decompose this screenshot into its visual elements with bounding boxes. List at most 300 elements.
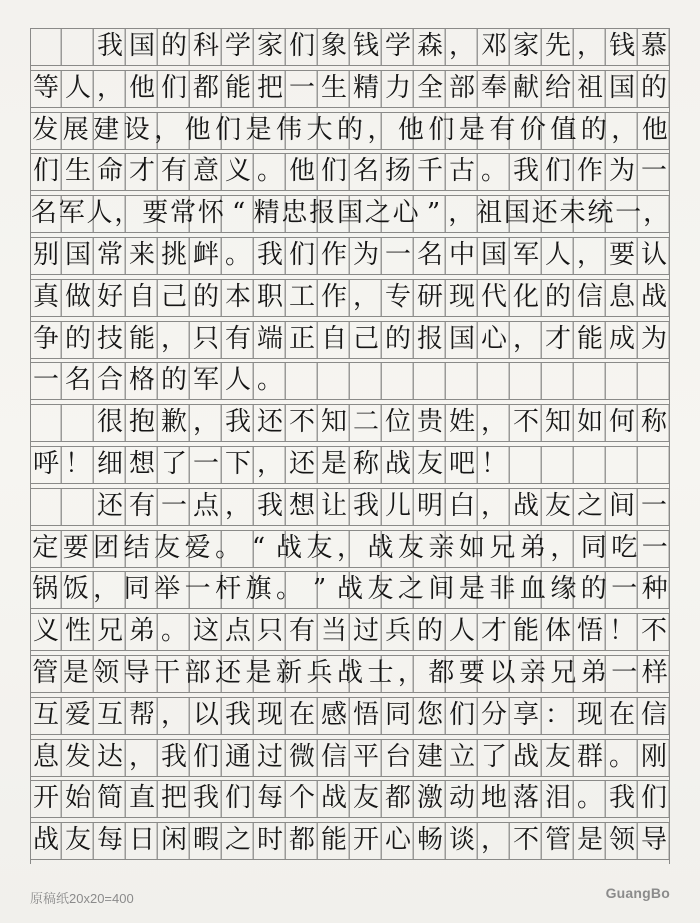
manuscript-character: 才 <box>128 156 155 187</box>
manuscript-character: 的 <box>416 616 443 647</box>
manuscript-character: 新 <box>276 658 303 688</box>
manuscript-line <box>30 195 670 233</box>
manuscript-character: 不 <box>288 407 315 438</box>
manuscript-character: 简 <box>96 783 123 814</box>
manuscript-character: 职 <box>256 281 283 312</box>
manuscript-character: 好 <box>96 281 123 312</box>
manuscript-character: 闲 <box>160 825 187 856</box>
manuscript-character: 战 <box>32 825 59 856</box>
manuscript-line <box>30 70 670 108</box>
manuscript-character: 知 <box>320 407 347 438</box>
manuscript-character: 成 <box>608 323 635 354</box>
manuscript-character: 点 <box>224 616 251 647</box>
manuscript-character: 等 <box>32 72 59 103</box>
manuscript-character: ， <box>160 699 187 730</box>
manuscript-character: 森 <box>416 31 443 61</box>
manuscript-character: 们 <box>215 114 242 145</box>
manuscript-character: 都 <box>192 72 219 103</box>
manuscript-character: 值 <box>550 114 577 145</box>
manuscript-character: 一 <box>288 72 315 103</box>
manuscript-character: 细 <box>96 449 123 479</box>
manuscript-character: 一 <box>611 658 638 688</box>
manuscript-line <box>30 404 670 442</box>
manuscript-character: 杆 <box>215 574 242 605</box>
manuscript-character: 刚 <box>640 741 667 772</box>
manuscript-character: 您 <box>416 699 443 730</box>
manuscript-character: 白 <box>448 490 475 521</box>
manuscript-character: 非 <box>489 574 516 605</box>
manuscript-character: 是 <box>245 658 272 688</box>
manuscript-character: 中 <box>448 240 475 270</box>
manuscript-character: 战 <box>320 783 347 814</box>
manuscript-character: 如 <box>458 532 485 563</box>
manuscript-character: 科 <box>192 31 219 61</box>
manuscript-character: 干 <box>154 658 181 688</box>
manuscript-character: 悟 <box>352 699 379 730</box>
manuscript-character: 争 <box>32 323 59 354</box>
manuscript-character: 结 <box>123 532 150 563</box>
manuscript-character: 本 <box>224 281 251 312</box>
manuscript-character: 饭 <box>62 574 89 605</box>
manuscript-character: 战 <box>512 490 539 521</box>
manuscript-character: 想 <box>128 449 155 479</box>
manuscript-character: 了 <box>480 741 507 772</box>
manuscript-character: 军 <box>512 240 539 270</box>
manuscript-character: 管 <box>544 825 571 856</box>
manuscript-character: 精 <box>253 198 280 229</box>
manuscript-character: 邓 <box>480 31 507 61</box>
manuscript-character <box>62 29 94 64</box>
manuscript-character: 的 <box>544 281 571 312</box>
manuscript-character: 战 <box>384 449 411 479</box>
manuscript-character: 感 <box>320 699 347 730</box>
manuscript-character: 种 <box>641 574 668 605</box>
manuscript-character: 是 <box>458 114 485 145</box>
manuscript-character: 为 <box>640 323 667 354</box>
manuscript-character: 己 <box>160 281 187 312</box>
manuscript-character: 以 <box>489 658 516 688</box>
manuscript-character: 谈 <box>448 825 475 856</box>
manuscript-character: 要 <box>608 240 635 270</box>
manuscript-character: 祖 <box>476 198 503 229</box>
manuscript-character: 他 <box>288 156 315 187</box>
manuscript-character: 战 <box>640 281 667 312</box>
manuscript-character: 这 <box>192 616 219 647</box>
manuscript-character: 学 <box>384 31 411 61</box>
manuscript-character: 现 <box>576 699 603 730</box>
manuscript-character: 激 <box>416 783 443 814</box>
manuscript-character: 们 <box>192 741 219 772</box>
manuscript-character: 正 <box>288 323 315 354</box>
manuscript-character: 象 <box>320 31 347 61</box>
manuscript-character: 二 <box>352 407 379 438</box>
manuscript-character: ， <box>448 198 475 229</box>
manuscript-character: 同 <box>580 532 607 563</box>
manuscript-character: 一 <box>160 490 187 521</box>
manuscript-character: 国 <box>503 198 530 229</box>
manuscript-character: 友 <box>367 574 394 605</box>
manuscript-character: 姓 <box>448 407 475 438</box>
manuscript-character: 钱 <box>352 31 379 61</box>
manuscript-character <box>62 489 94 524</box>
manuscript-character: 未 <box>559 198 586 229</box>
brand-logo: GuangBo <box>605 885 670 901</box>
manuscript-character: 地 <box>480 783 507 814</box>
manuscript-character: 不 <box>512 407 539 438</box>
manuscript-character: 人 <box>224 365 251 396</box>
manuscript-character: 始 <box>64 783 91 814</box>
manuscript-character: 力 <box>384 72 411 103</box>
manuscript-character: 研 <box>416 281 443 312</box>
manuscript-character: 动 <box>448 783 475 814</box>
manuscript-character: 还 <box>531 198 558 229</box>
manuscript-character: 义 <box>224 156 251 187</box>
manuscript-character: 举 <box>154 574 181 605</box>
manuscript-character: 息 <box>608 281 635 312</box>
manuscript-character: 在 <box>608 699 635 730</box>
manuscript-character: 信 <box>640 699 667 730</box>
manuscript-character: 定 <box>32 532 59 563</box>
manuscript-character: 一 <box>640 156 667 187</box>
manuscript-character: 认 <box>640 240 667 270</box>
manuscript-character: 一 <box>192 449 219 479</box>
manuscript-character: ” <box>312 574 327 605</box>
manuscript-character: 的 <box>580 574 607 605</box>
manuscript-character: 兄 <box>550 658 577 688</box>
manuscript-character: 价 <box>519 114 546 145</box>
manuscript-character: 畅 <box>416 825 443 856</box>
manuscript-character: 称 <box>640 407 667 438</box>
manuscript-character: 不 <box>640 616 667 647</box>
manuscript-line <box>30 237 670 275</box>
manuscript-character: 国 <box>480 240 507 270</box>
manuscript-character: 名 <box>30 198 57 229</box>
manuscript-character: ， <box>643 198 670 229</box>
manuscript-character: 旗 <box>245 574 272 605</box>
manuscript-character: 有 <box>160 156 187 187</box>
manuscript-character: 才 <box>544 323 571 354</box>
manuscript-character: 我 <box>256 490 283 521</box>
manuscript-character: 样 <box>641 658 668 688</box>
manuscript-character: 扬 <box>384 156 411 187</box>
manuscript-character: 爱 <box>184 532 211 563</box>
manuscript-character: 。 <box>276 574 303 605</box>
manuscript-character: 息 <box>32 741 59 772</box>
manuscript-character: 间 <box>608 490 635 521</box>
manuscript-character: 常 <box>170 198 197 229</box>
manuscript-character: 达 <box>96 741 123 772</box>
manuscript-character: 忠 <box>281 198 308 229</box>
manuscript-character: 人 <box>448 616 475 647</box>
manuscript-character <box>62 405 94 440</box>
manuscript-character: 来 <box>128 240 155 270</box>
manuscript-character: ， <box>480 490 507 521</box>
manuscript-line <box>30 697 670 735</box>
manuscript-character: 战 <box>276 532 303 563</box>
manuscript-character: 祖 <box>576 72 603 103</box>
paper-spec-label: 原稿纸20x20=400 <box>30 891 134 906</box>
manuscript-character: ， <box>93 574 120 605</box>
manuscript-character: 之 <box>224 825 251 856</box>
manuscript-character: 一 <box>32 365 59 396</box>
manuscript-character: 我 <box>192 783 219 814</box>
manuscript-character: 吃 <box>611 532 638 563</box>
manuscript-character: 一 <box>641 532 668 563</box>
manuscript-character: 友 <box>306 532 333 563</box>
manuscript-character: ， <box>192 407 219 438</box>
manuscript-character: ， <box>256 449 283 479</box>
manuscript-character: 友 <box>352 783 379 814</box>
manuscript-character: 作 <box>320 240 347 270</box>
manuscript-character: 过 <box>352 616 379 647</box>
manuscript-character: 群 <box>576 741 603 772</box>
manuscript-character: 。 <box>576 783 603 814</box>
manuscript-character: 我 <box>224 407 251 438</box>
manuscript-character: 格 <box>128 365 155 396</box>
manuscript-line <box>30 446 670 484</box>
manuscript-character: 贵 <box>416 407 443 438</box>
manuscript-character: 悟 <box>576 616 603 647</box>
manuscript-character: 工 <box>288 281 315 312</box>
manuscript-character: 通 <box>224 741 251 772</box>
manuscript-character: 做 <box>64 281 91 312</box>
manuscript-character: 命 <box>96 156 123 187</box>
manuscript-character: 衅 <box>192 240 219 270</box>
manuscript-character: 如 <box>576 407 603 438</box>
manuscript-character: ！ <box>608 616 635 647</box>
manuscript-character: 锅 <box>32 574 59 605</box>
manuscript-character: 名 <box>352 156 379 187</box>
manuscript-character: 知 <box>544 407 571 438</box>
manuscript-character: 弟 <box>519 532 546 563</box>
manuscript-character: ， <box>480 407 507 438</box>
manuscript-character: 的 <box>640 72 667 103</box>
manuscript-character: 团 <box>93 532 120 563</box>
manuscript-character: 一 <box>640 490 667 521</box>
manuscript-character: 有 <box>489 114 516 145</box>
manuscript-line <box>30 321 670 359</box>
manuscript-character: 们 <box>544 156 571 187</box>
manuscript-character: 只 <box>256 616 283 647</box>
manuscript-grid <box>30 28 670 864</box>
manuscript-character: 先 <box>544 31 571 61</box>
manuscript-character: 体 <box>544 616 571 647</box>
manuscript-character: 明 <box>416 490 443 521</box>
manuscript-character: 端 <box>256 323 283 354</box>
manuscript-character: 国 <box>128 31 155 61</box>
manuscript-character: 了 <box>160 449 187 479</box>
manuscript-character: 名 <box>64 365 91 396</box>
manuscript-character: 国 <box>64 240 91 270</box>
manuscript-character: 领 <box>608 825 635 856</box>
manuscript-line <box>30 571 670 609</box>
manuscript-character: 家 <box>256 31 283 61</box>
manuscript-line <box>30 655 670 693</box>
manuscript-character: 一 <box>184 574 211 605</box>
manuscript-character: 。 <box>224 240 251 270</box>
manuscript-character: 我 <box>96 31 123 61</box>
manuscript-character: ” <box>426 198 441 229</box>
manuscript-character: 以 <box>192 699 219 730</box>
manuscript-character: 才 <box>480 616 507 647</box>
manuscript-line <box>30 613 670 651</box>
manuscript-character: ， <box>480 825 507 856</box>
manuscript-character: 亲 <box>428 532 455 563</box>
manuscript-character: 抱 <box>128 407 155 438</box>
manuscript-character: 部 <box>184 658 211 688</box>
manuscript-character: 落 <box>512 783 539 814</box>
manuscript-character: 作 <box>576 156 603 187</box>
manuscript-character: 家 <box>512 31 539 61</box>
manuscript-character: ， <box>367 114 394 145</box>
manuscript-character: 还 <box>288 449 315 479</box>
manuscript-character: 人 <box>544 240 571 270</box>
manuscript-character: 能 <box>512 616 539 647</box>
manuscript-character: 学 <box>224 31 251 61</box>
manuscript-character: 。 <box>215 532 242 563</box>
manuscript-character: 怀 <box>197 198 224 229</box>
manuscript-character: 一 <box>384 240 411 270</box>
manuscript-character: 过 <box>256 741 283 772</box>
manuscript-character: 们 <box>32 156 59 187</box>
manuscript-character <box>30 405 62 440</box>
manuscript-character: 建 <box>416 741 443 772</box>
manuscript-character: 化 <box>512 281 539 312</box>
manuscript-line <box>30 780 670 818</box>
manuscript-character: 要 <box>62 532 89 563</box>
manuscript-character: 友 <box>64 825 91 856</box>
manuscript-character: 我 <box>160 741 187 772</box>
manuscript-character: 弟 <box>128 616 155 647</box>
manuscript-character: 同 <box>384 699 411 730</box>
manuscript-character: 人 <box>86 198 113 229</box>
manuscript-character: 血 <box>519 574 546 605</box>
manuscript-character: 一 <box>615 198 642 229</box>
manuscript-character: 报 <box>309 198 336 229</box>
manuscript-character: 心 <box>384 825 411 856</box>
manuscript-character: “ <box>251 532 266 563</box>
manuscript-character: 给 <box>544 72 571 103</box>
manuscript-character: 信 <box>320 741 347 772</box>
manuscript-character: 能 <box>576 323 603 354</box>
manuscript-character: 每 <box>256 783 283 814</box>
manuscript-line <box>30 279 670 317</box>
manuscript-character: 兄 <box>96 616 123 647</box>
manuscript-character: 是 <box>458 574 485 605</box>
manuscript-line <box>30 362 670 400</box>
manuscript-character: 报 <box>416 323 443 354</box>
manuscript-character: 把 <box>256 72 283 103</box>
manuscript-character: 当 <box>320 616 347 647</box>
manuscript-character: ！ <box>480 449 507 479</box>
manuscript-character: 微 <box>288 741 315 772</box>
manuscript-character: 名 <box>416 240 443 270</box>
manuscript-character: 都 <box>288 825 315 856</box>
manuscript-character: 国 <box>448 323 475 354</box>
manuscript-character: 之 <box>364 198 391 229</box>
manuscript-character: 要 <box>458 658 485 688</box>
manuscript-character: ， <box>154 114 181 145</box>
manuscript-character: 义 <box>32 616 59 647</box>
manuscript-character: 人 <box>64 72 91 103</box>
manuscript-character: 心 <box>480 323 507 354</box>
manuscript-character: 我 <box>512 156 539 187</box>
manuscript-character: 是 <box>62 658 89 688</box>
manuscript-character: 。 <box>160 616 187 647</box>
manuscript-character: 点 <box>192 490 219 521</box>
manuscript-character: 下 <box>224 449 251 479</box>
manuscript-character: 很 <box>96 407 123 438</box>
manuscript-character: 性 <box>64 616 91 647</box>
manuscript-character: 享 <box>512 699 539 730</box>
manuscript-character: 献 <box>512 72 539 103</box>
manuscript-character: 友 <box>397 532 424 563</box>
manuscript-character: 平 <box>352 741 379 772</box>
manuscript-character: 他 <box>641 114 668 145</box>
manuscript-character: 导 <box>123 658 150 688</box>
manuscript-character: 让 <box>320 490 347 521</box>
manuscript-character: 为 <box>352 240 379 270</box>
manuscript-character: 全 <box>416 72 443 103</box>
manuscript-character: 们 <box>288 240 315 270</box>
manuscript-line <box>30 153 670 191</box>
manuscript-character: 友 <box>544 741 571 772</box>
manuscript-character: 都 <box>428 658 455 688</box>
manuscript-character: 们 <box>640 783 667 814</box>
manuscript-character: 精 <box>352 72 379 103</box>
manuscript-character: ， <box>611 114 638 145</box>
manuscript-character: 还 <box>256 407 283 438</box>
manuscript-character: 奉 <box>480 72 507 103</box>
manuscript-character: 泪 <box>544 783 571 814</box>
manuscript-line <box>30 530 670 568</box>
manuscript-character: 是 <box>576 825 603 856</box>
manuscript-character: 古 <box>448 156 475 187</box>
manuscript-character: 的 <box>160 31 187 61</box>
manuscript-character: 国 <box>336 198 363 229</box>
manuscript-character: 己 <box>352 323 379 354</box>
manuscript-character: 挑 <box>160 240 187 270</box>
manuscript-character: ， <box>550 532 577 563</box>
manuscript-character: 每 <box>96 825 123 856</box>
manuscript-character: 心 <box>392 198 419 229</box>
manuscript-character: 我 <box>352 490 379 521</box>
manuscript-character: ， <box>160 323 187 354</box>
manuscript-character: 立 <box>448 741 475 772</box>
manuscript-character: 时 <box>256 825 283 856</box>
manuscript-character: 有 <box>128 490 155 521</box>
manuscript-character: 军 <box>192 365 219 396</box>
manuscript-character: ， <box>448 31 475 61</box>
manuscript-character: 战 <box>336 658 363 688</box>
manuscript-character: 生 <box>320 72 347 103</box>
manuscript-character: 为 <box>608 156 635 187</box>
manuscript-character: ， <box>128 741 155 772</box>
manuscript-character: 的 <box>192 281 219 312</box>
manuscript-character: “ <box>232 198 246 229</box>
manuscript-character: 何 <box>608 407 635 438</box>
manuscript-character: 他 <box>397 114 424 145</box>
manuscript-character: 统 <box>587 198 614 229</box>
manuscript-character: 能 <box>320 825 347 856</box>
manuscript-character: 想 <box>288 490 315 521</box>
manuscript-character: 的 <box>336 114 363 145</box>
manuscript-character: 伟 <box>276 114 303 145</box>
manuscript-character: 吧 <box>448 449 475 479</box>
manuscript-character: 我 <box>608 783 635 814</box>
manuscript-character: 兵 <box>306 658 333 688</box>
manuscript-character: 。 <box>608 741 635 772</box>
